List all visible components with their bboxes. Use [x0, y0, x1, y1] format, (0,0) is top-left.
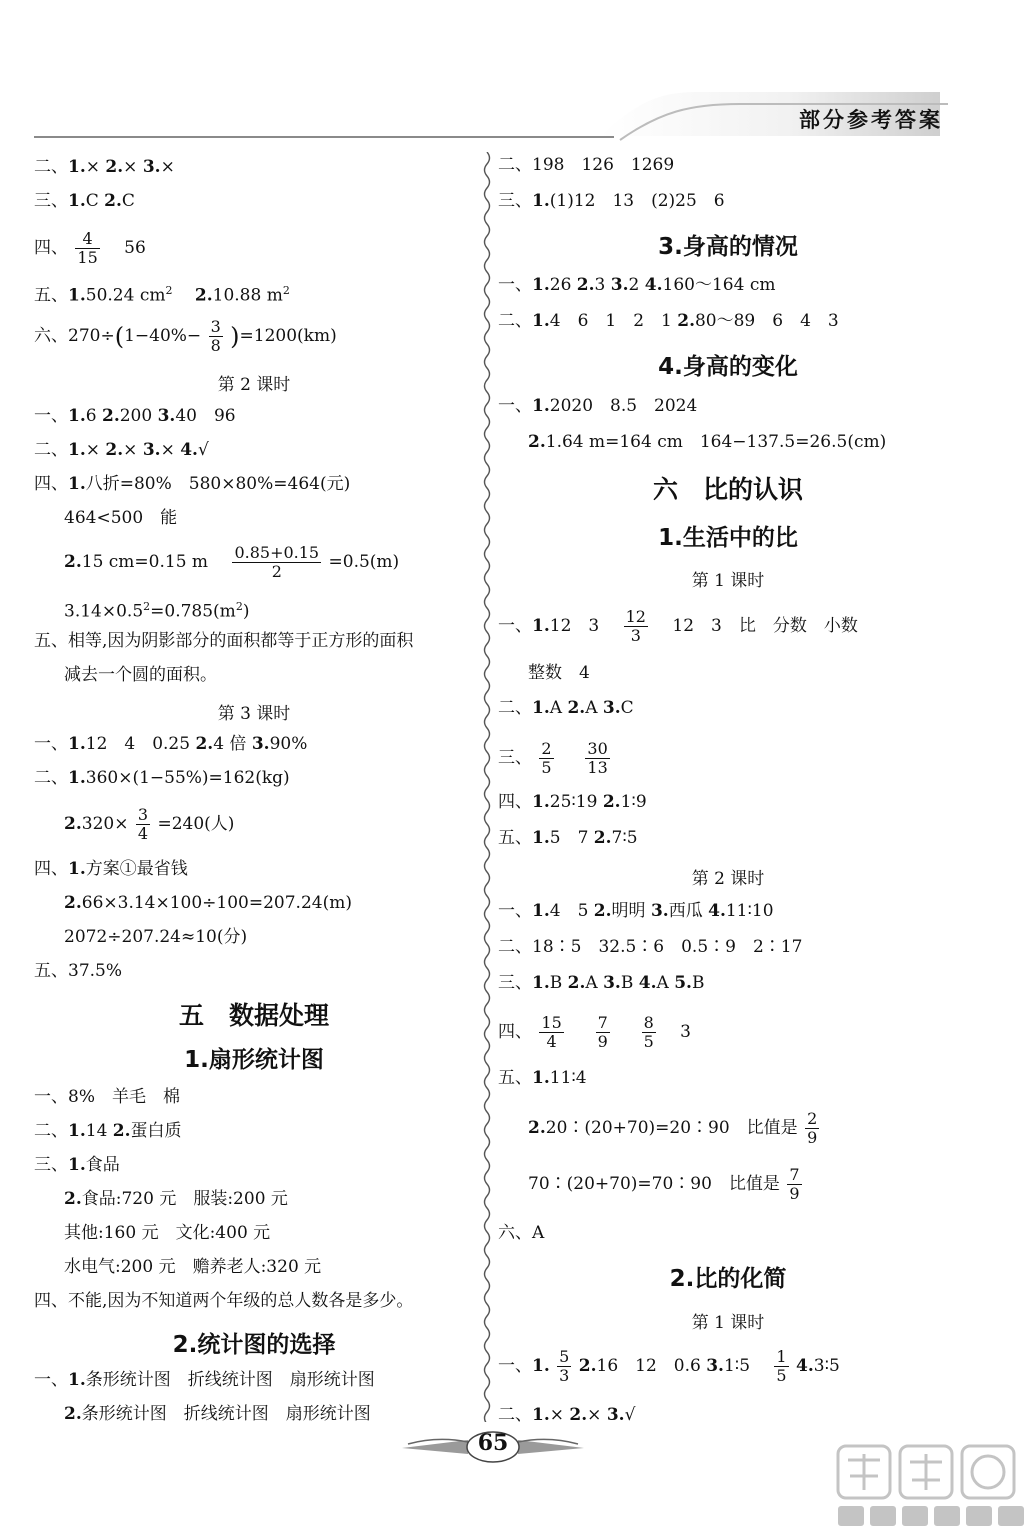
fraction: $\frac{2}{9}$ — [807, 1109, 818, 1147]
answer-line: 一、1.12 4 0.25 2.4 倍 3.90% — [34, 734, 308, 754]
section-heading: 3.身高的情况 — [658, 234, 798, 260]
fraction: $\frac{8}{5}$ — [643, 1013, 654, 1051]
answer-line: 整数 4 — [528, 663, 590, 683]
lesson-heading: 第 2 课时 — [691, 869, 765, 889]
lesson-heading: 第 1 课时 — [691, 1313, 765, 1333]
answer-line: 三、 $\frac{2}{5}$ $\frac{30}{13}$ — [498, 739, 608, 777]
fraction: $\frac{3}{8}$ — [210, 317, 221, 355]
answer-line: 六、270÷(1−40%− $\frac{3}{8}$ )=1200(km) — [34, 317, 337, 355]
lesson-heading: 第 1 课时 — [691, 571, 765, 591]
answer-line: 二、1.A 2.A 3.C — [498, 698, 634, 718]
answer-line: 四、 $\frac{4}{15}$ 56 — [34, 229, 146, 267]
answer-line: 其他:160 元 文化:400 元 — [64, 1223, 271, 1243]
watermark-logo — [830, 1440, 1030, 1532]
fraction: $\frac{0.85+0.15}{2}$ — [234, 543, 320, 581]
answer-line: 2.20∶(20+70)=20∶90 比值是 $\frac{2}{9}$ — [528, 1109, 818, 1147]
answer-line: 一、1.6 2.200 3.40 96 — [34, 406, 236, 426]
answer-line: 二、1.14 2.蛋白质 — [34, 1121, 182, 1141]
answer-line: 2.1.64 m=164 cm 164−137.5=26.5(cm) — [528, 432, 887, 452]
answer-line: 二、18∶5 32.5∶6 0.5∶9 2∶17 — [498, 937, 803, 957]
section-heading: 1.扇形统计图 — [184, 1047, 324, 1073]
header-rule — [34, 136, 614, 138]
answer-line: 464<500 能 — [64, 508, 178, 528]
answer-line: 四、1.25∶19 2.1∶9 — [498, 792, 647, 812]
answer-line: 三、1.B 2.A 3.B 4.A 5.B — [498, 973, 705, 993]
answer-line: 四、不能,因为不知道两个年级的总人数各是多少。 — [34, 1291, 414, 1311]
answer-line: 二、198 126 1269 — [498, 155, 675, 175]
fraction: $\frac{3}{4}$ — [137, 805, 149, 843]
unit-heading: 六 比的认识 — [652, 475, 803, 504]
section-heading: 4.身高的变化 — [658, 354, 798, 380]
section-heading: 2.统计图的选择 — [172, 1332, 336, 1358]
answer-line: 2.食品:720 元 服装:200 元 — [64, 1189, 288, 1209]
answer-line: 一、1.条形统计图 折线统计图 扇形统计图 — [34, 1370, 375, 1390]
header-title: 部分参考答案 — [799, 107, 943, 132]
fraction: $\frac{5}{3}$ — [559, 1347, 570, 1385]
answer-line: 四、1.方案①最省钱 — [34, 859, 188, 879]
answer-line: 2.15 cm=0.15 m $\frac{0.85+0.15}{2}$ =0.5(m) — [64, 543, 400, 581]
fraction: $\frac{12}{3}$ — [625, 607, 646, 645]
answer-line: 70∶(20+70)=70∶90 比值是 $\frac{7}{9}$ — [528, 1165, 800, 1203]
answer-line: 二、1.× 2.× 3.√ — [498, 1405, 636, 1425]
unit-heading: 五 数据处理 — [178, 1001, 329, 1030]
fraction: $\frac{15}{4}$ — [541, 1013, 562, 1051]
fraction: $\frac{30}{13}$ — [587, 739, 608, 777]
answer-line: 五、1.50.24 $cm^2$ 2.10.88 $m^2$ — [34, 284, 290, 306]
answer-line: 五、相等,因为阴影部分的面积都等于正方形的面积 — [34, 631, 414, 651]
fraction: $\frac{4}{15}$ — [77, 229, 98, 267]
answer-line: 2.66×3.14×100÷100=207.24(m) — [64, 893, 352, 913]
fraction: $\frac{1}{5}$ — [776, 1347, 787, 1385]
answer-line: 三、1.食品 — [34, 1155, 120, 1175]
answer-line: 2.320× $\frac{3}{4}$ =240(人) — [64, 805, 235, 843]
answer-line: 二、1.4 6 1 2 1 2.80～89 6 4 3 — [498, 311, 839, 331]
page-number: 65 — [477, 1430, 509, 1456]
answer-line: 三、1.C 2.C — [34, 191, 135, 211]
answer-line: 四、1.八折=80% 580×80%=464(元) — [34, 474, 351, 494]
answer-line: 减去一个圆的面积。 — [64, 665, 217, 685]
answer-line: 五、1.11∶4 — [498, 1068, 587, 1088]
fraction: $\frac{2}{5}$ — [541, 739, 552, 777]
answer-line: 2072÷207.24≈10(分) — [64, 927, 248, 947]
fraction: $\frac{7}{9}$ — [597, 1013, 608, 1051]
section-heading: 2.比的化简 — [669, 1266, 787, 1292]
answer-line: 一、1. $\frac{5}{3}$ 2.16 12 0.6 3.1∶5 $\frac{1}{5}$ 4.3∶5 — [498, 1347, 840, 1385]
answer-line: $3.14\times 0.5^2=0.785(m^2)$ — [64, 600, 250, 622]
section-heading: 1.生活中的比 — [658, 525, 798, 551]
answer-line: 二、1.360×(1−55%)=162(kg) — [34, 768, 290, 788]
answer-line: 四、 $\frac{15}{4}$ $\frac{7}{9}$ $\frac{8}{5}$ 3 — [498, 1013, 691, 1051]
answer-line: 一、1.4 5 2.明明 3.西瓜 4.11∶10 — [498, 901, 774, 921]
lesson-heading: 第 2 课时 — [217, 375, 291, 395]
answer-line: 三、1.(1)12 13 (2)25 6 — [498, 191, 725, 211]
answer-line: 六、A — [498, 1223, 545, 1243]
answer-line: 一、8% 羊毛 棉 — [34, 1087, 180, 1107]
fraction: $\frac{7}{9}$ — [789, 1165, 800, 1203]
answer-line: 一、1.12 3 $\frac{12}{3}$ 12 3 比 分数 小数 — [498, 607, 858, 645]
lesson-heading: 第 3 课时 — [217, 704, 291, 724]
answer-line: 五、1.5 7 2.7∶5 — [498, 828, 638, 848]
answer-line: 二、1.× 2.× 3.× 4.√ — [34, 440, 209, 460]
answer-line: 一、1.2020 8.5 2024 — [498, 396, 698, 416]
answer-line: 二、1.× 2.× 3.× — [34, 157, 175, 177]
answer-line: 2.条形统计图 折线统计图 扇形统计图 — [64, 1404, 371, 1424]
answer-line: 一、1.26 2.3 3.2 4.160～164 cm — [498, 275, 776, 295]
answer-line: 五、37.5% — [34, 961, 123, 981]
column-divider — [481, 152, 493, 1422]
answer-line: 水电气:200 元 赡养老人:320 元 — [64, 1257, 322, 1277]
